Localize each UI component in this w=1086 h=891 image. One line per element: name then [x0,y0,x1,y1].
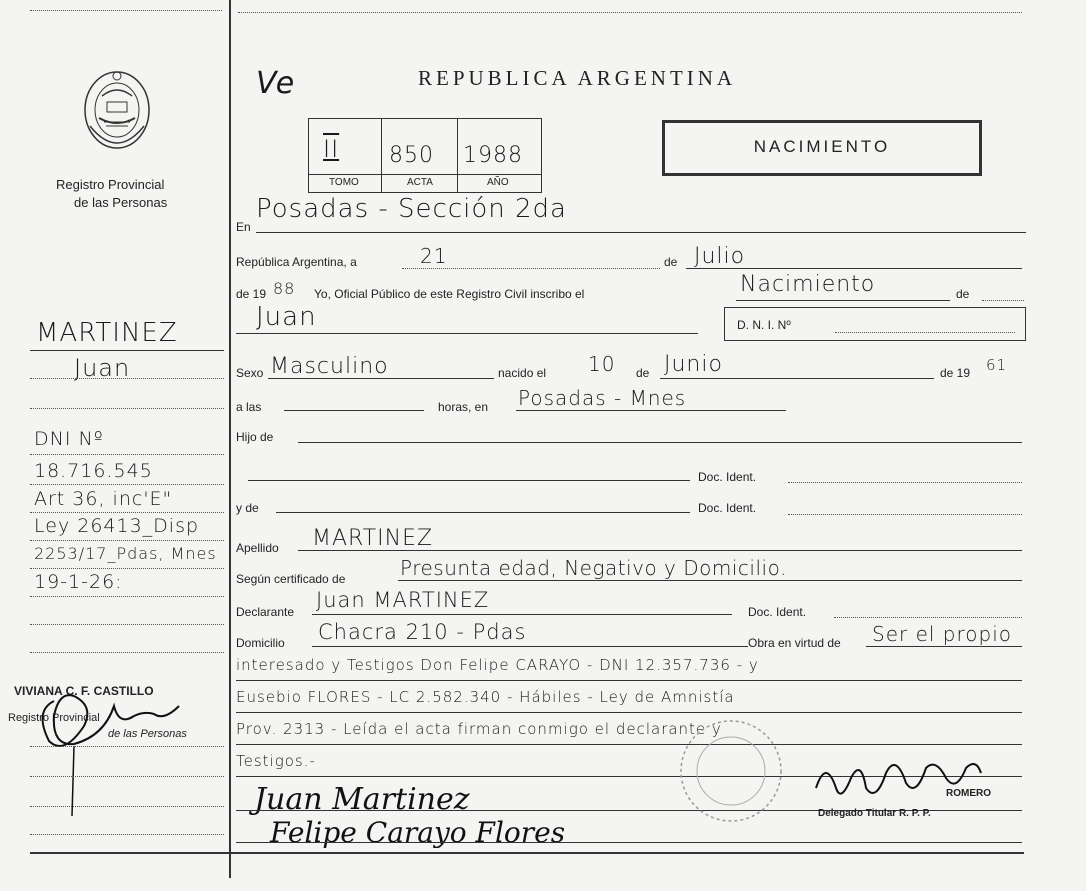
en-label: En [236,220,251,234]
sexo-value: Masculino [270,354,389,379]
doc-ident-label-3: Doc. Ident. [748,605,807,619]
name-value: Juan [256,302,317,332]
dni-box [724,307,1026,341]
provincial-seal-icon [82,66,152,162]
margin-note-line-2: 18.716.545 [34,460,153,482]
segun-label: Según certificado de [236,572,346,586]
yo-text: Yo, Oficial Público de este Registro Civil inscribo el [314,287,585,301]
margin-given-name: Juan [74,354,131,382]
inscribo-value: Nacimiento [740,272,876,297]
republica-label: República Argentina, a [236,255,357,269]
official-seal-icon [676,716,786,826]
sexo-label: Sexo [236,366,264,380]
margin-stamp-name: VIVIANA C. F. CASTILLO [14,684,154,698]
born-year: 61 [986,356,1008,374]
ano-label: AÑO [487,177,509,188]
officer-stamp-title: Delegado Titular R. P. P. [818,808,931,819]
ano-value: 1988 [463,143,523,168]
de19-label: de 19 [236,287,267,301]
dni-label: D. N. I. Nº [737,318,791,332]
tomo-value: II [323,135,340,163]
act-type: NACIMIENTO [753,137,891,156]
doc-ident-label-1: Doc. Ident. [698,470,757,484]
margin-note-line-5: 2253/17_Pdas, Mnes [34,544,217,563]
acta-label: ACTA [407,177,433,188]
de-label: de [664,255,678,269]
margin-note-line-3: Art 36, inc'E" [34,488,173,510]
domicilio-value: Chacra 210 - Pdas [318,620,527,644]
month-value: Julio [694,244,746,269]
signature-witnesses: Felipe Carayo Flores [270,816,566,849]
registry-reference-box [308,118,542,193]
born-place: Posadas - Mnes [518,386,687,410]
hijo-label: Hijo de [236,430,274,444]
margin-note-line-1: DNI Nº [34,428,104,450]
continuation-line-3: Prov. 2313 - Leída el acta firman conmigo el declarante y [236,720,722,738]
obra-label: Obra en virtud de [748,636,841,650]
country-title: REPUBLICA ARGENTINA [418,66,737,90]
en-value: Posadas - Sección 2da [256,194,567,224]
margin-note-line-6: 19-1-26: [34,571,123,593]
yde-label: y de [236,501,259,515]
acta-value: 850 [389,143,434,168]
horas-label: horas, en [438,400,489,414]
born-month: Junio [664,352,723,377]
domicilio-label: Domicilio [236,636,285,650]
margin-surname: MARTINEZ [36,318,178,348]
verified-mark: Ve [256,66,296,101]
continuation-line-4: Testigos.- [236,752,316,770]
alas-label: a las [236,400,262,414]
apellido-label: Apellido [236,541,279,555]
nacido-label: nacido el [498,366,547,380]
margin-stamp-office2: de las Personas [108,728,187,740]
registry-name-line1: Registro Provincial [56,177,165,192]
margin-stamp-office: Registro Provincial [8,712,100,724]
continuation-line-1: interesado y Testigos Don Felipe CARAYO - DNI 12.357.736 - y [236,656,759,674]
signature-declarant: Juan Martinez [254,782,470,817]
registry-name-line2: de las Personas [74,195,168,210]
margin-note-line-4: Ley 26413_Disp [34,515,200,537]
continuation-line-2: Eusebio FLORES - LC 2.582.340 - Hábiles - Ley de Amnistía [236,688,735,706]
born-day: 10 [588,352,616,376]
obra-value: Ser el propio [872,622,1013,646]
year-value: 88 [273,279,296,298]
de19-label2: de 19 [940,366,971,380]
officer-signature-icon [806,748,986,808]
apellido-value: MARTINEZ [312,526,434,551]
act-type-box [662,120,982,176]
declarante-label: Declarante [236,605,295,619]
officer-stamp-name: ROMERO [946,788,991,799]
day-value: 21 [420,244,448,268]
doc-ident-label-2: Doc. Ident. [698,501,757,515]
declarante-value: Juan MARTINEZ [316,588,490,612]
de-label2: de [956,287,970,301]
segun-value: Presunta edad, Negativo y Domicilio. [400,556,787,580]
de-label3: de [636,366,650,380]
tomo-label: TOMO [329,177,359,188]
